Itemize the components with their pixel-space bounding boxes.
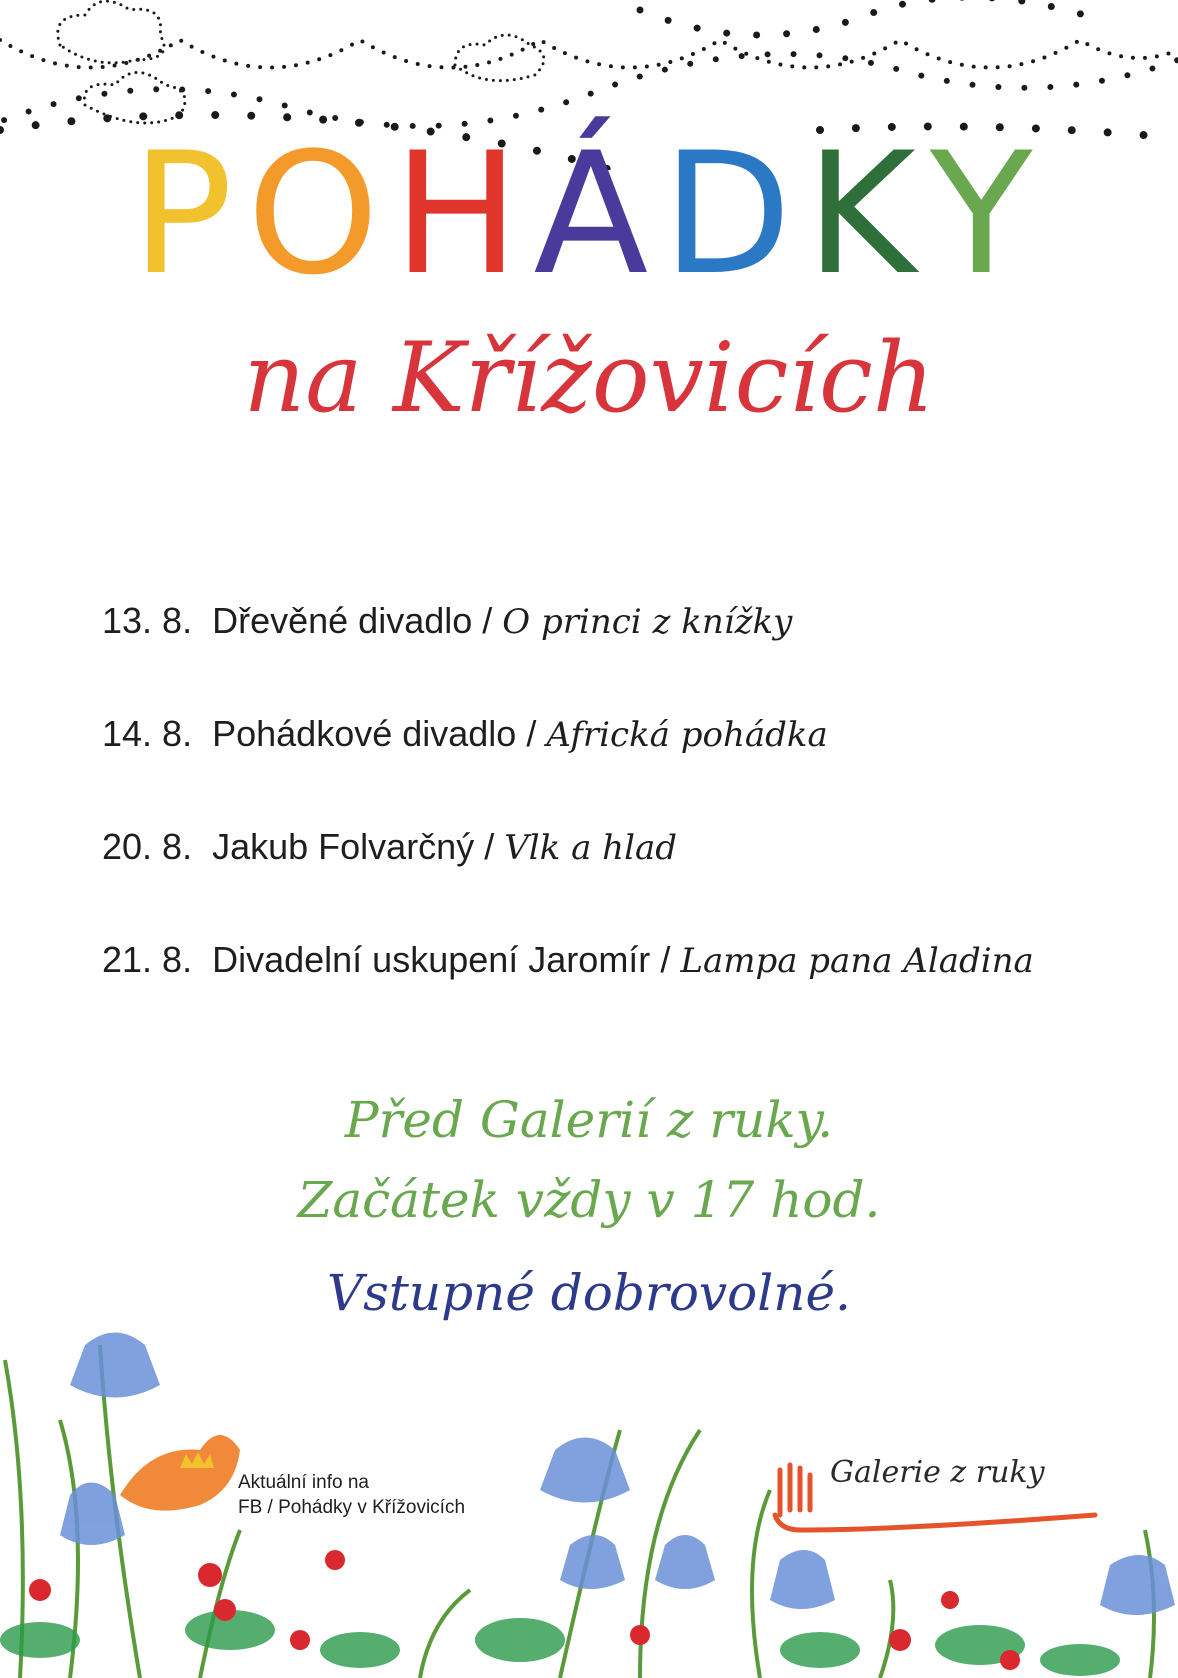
event-performance: Vlk a hlad xyxy=(504,828,677,868)
event-group: Pohádkové divadlo xyxy=(212,713,517,754)
venue-place: Před Galerií z ruky. xyxy=(344,1091,834,1149)
event-date: 13. 8. xyxy=(102,600,193,641)
title-letter: D xyxy=(662,116,806,312)
event-date: 20. 8. xyxy=(102,826,193,867)
bird-illustration xyxy=(120,1435,240,1511)
event-group: Jakub Folvarčný xyxy=(212,826,475,867)
title-letter: P xyxy=(131,116,247,312)
footer-info xyxy=(238,1470,465,1520)
event-group: Divadelní uskupení Jaromír xyxy=(212,939,651,980)
title-letter: K xyxy=(805,116,930,312)
footer-info-line: FB / Pohádky v Křížovicích xyxy=(238,1497,466,1518)
event-separator: / xyxy=(660,939,671,980)
title-letter: H xyxy=(393,116,534,312)
title-letter: Á xyxy=(533,116,663,312)
venue-admission: Vstupné dobrovolné. xyxy=(327,1264,851,1322)
event-group: Dřevěné divadlo xyxy=(212,600,473,641)
gallery-logo-text: Galerie z ruky xyxy=(830,1455,1045,1490)
footer-info-line: Aktuální info na xyxy=(238,1472,369,1493)
event-performance: Africká pohádka xyxy=(546,715,828,755)
venue-start-time: Začátek vždy v 17 hod. xyxy=(297,1171,881,1229)
title-letter: O xyxy=(246,116,394,312)
event-separator: / xyxy=(484,826,495,867)
event-separator: / xyxy=(482,600,493,641)
event-performance: O princi z knížky xyxy=(502,602,793,642)
title-letter: Y xyxy=(929,116,1047,312)
event-date: 21. 8. xyxy=(102,939,193,980)
event-performance: Lampa pana Aladina xyxy=(680,941,1034,981)
poster-subtitle: na Křížovicích xyxy=(243,322,935,434)
event-separator: / xyxy=(526,713,537,754)
event-date: 14. 8. xyxy=(102,713,193,754)
